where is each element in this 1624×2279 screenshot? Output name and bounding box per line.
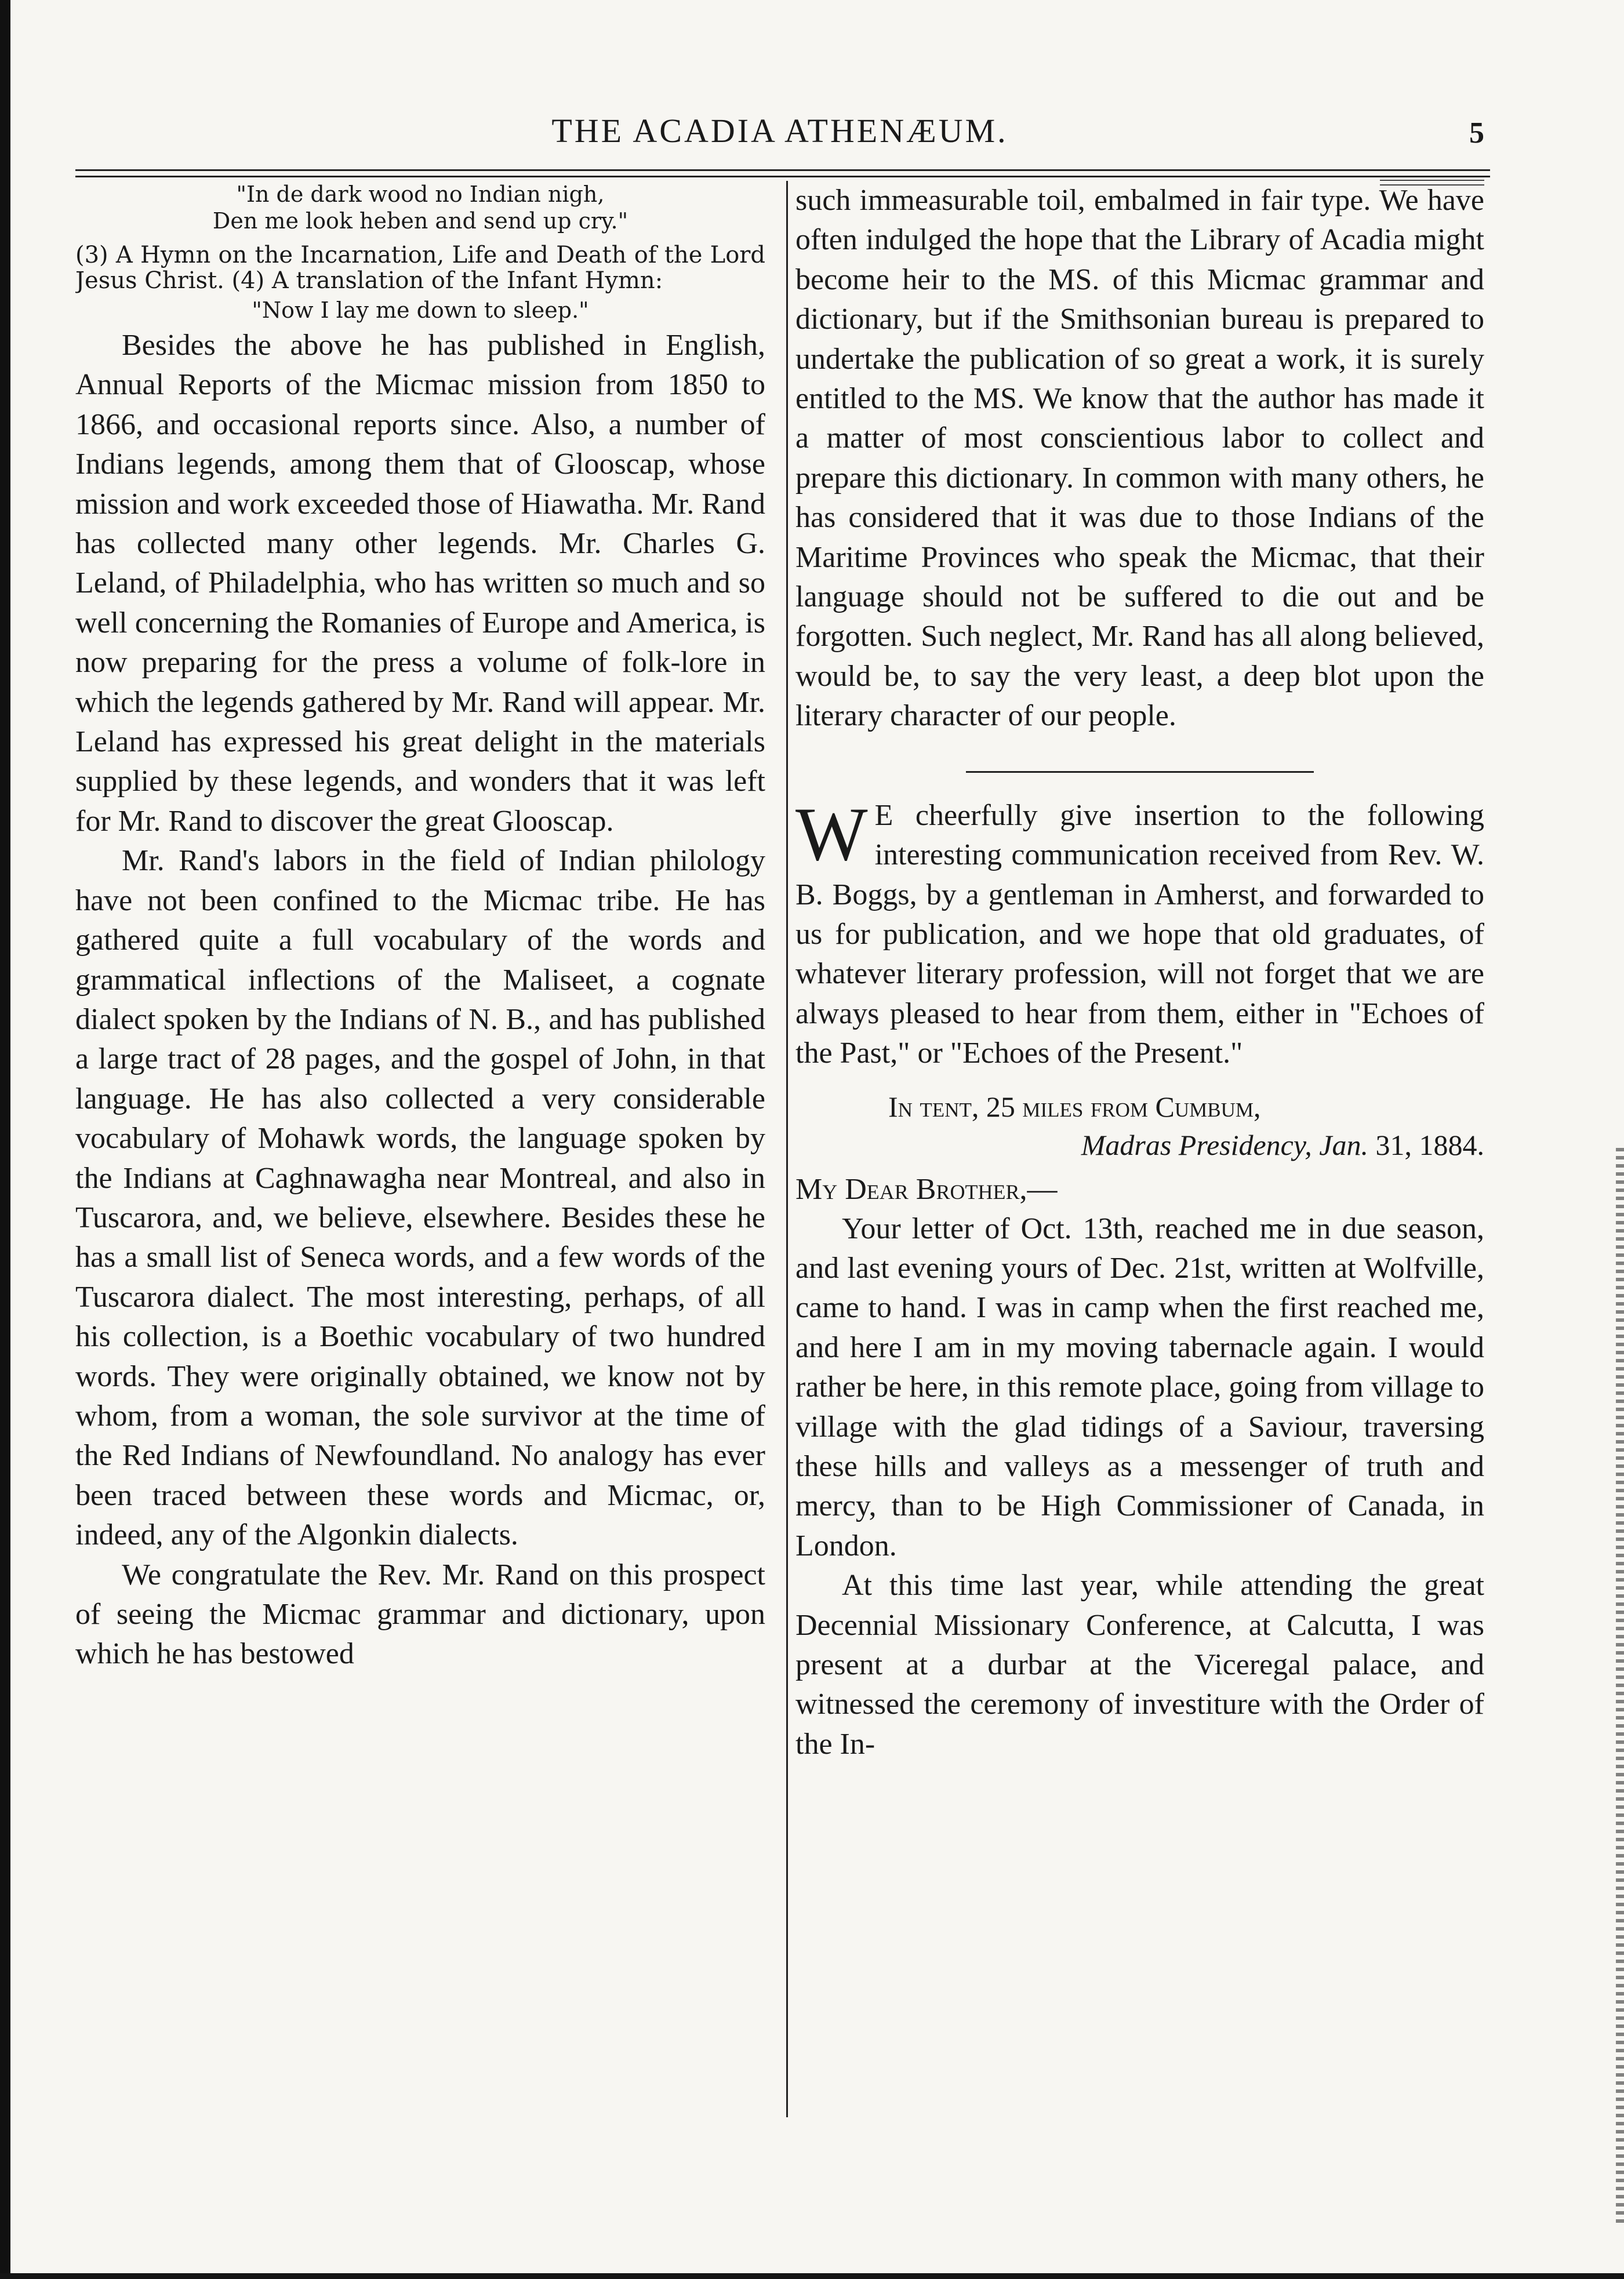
intro-text: E cheerfully give insertion to the following interesting communication received from Rev. W. B. Boggs, by a gentleman in Amherst, and forwarded to us for publication, and we hope that old graduates, of whatever literary profession, will not forget that we are always pleased to hear from them, either in "Echoes of the Past," or "Echoes of the Present." — [795, 798, 1484, 1070]
letter-paragraph: Your letter of Oct. 13th, reached me in due season, and last evening yours of Dec. 21st, written at Wolfville, came to hand. I was in camp when the first reached me, and here I am in my moving tabernacle again. I would rather be here, in this remote place, going from village to village with the glad tidings of a Saviour, traversing these hills and valleys as a messenger of truth and mercy, than to be High Commissioner of Canada, in London. — [795, 1212, 1484, 1562]
hymn-verse: "Now I lay me down to sleep." — [252, 297, 589, 323]
paragraph-congratulate: We congratulate the Rev. Mr. Rand on this prospect of seeing the Micmac grammar and dictionary, upon which he has bestowed — [75, 1558, 765, 1671]
scan-edge-bottom — [0, 2273, 1624, 2279]
dateline-date — [795, 1126, 1484, 1164]
paragraph-publications: Besides the above he has published in English, Annual Reports of the Micmac mission from 1850 to 1866, and occasional reports since. Also, a number of Indians legends, among them that of Glooscap, whose mission and work exceeded those of Hiawatha. Mr. Rand has collected many other legends. Mr. Charles G. Leland, of Philadelphia, who has written so much and so well concerning the Romanies of Europe and America, is now preparing for the press a volume of folk-lore in which the legends gathered by Mr. Rand will appear. Mr. Leland has expressed his great delight in the materials supplied by these legends, and wonders that it was left for Mr. Rand to discover the great Glooscap. — [75, 329, 765, 838]
page-number: 5 — [1469, 117, 1484, 150]
column-divider — [786, 181, 788, 2117]
letter-paragraph: At this time last year, while attending the great Decennial Missionary Conference, at Calcutta, I was present at a durbar at the Viceregal palace, and witnessed the ceremony of investiture with the Order of the In- — [795, 1569, 1484, 1761]
scan-edge-right — [1616, 1148, 1624, 2226]
right-column — [795, 181, 1484, 2140]
dateline-place: Madras Presidency, Jan. — [1081, 1128, 1368, 1161]
verse-line: Den me look heben and send up cry." — [212, 208, 628, 234]
dateline-location: In tent, 25 miles from Cumbum, — [888, 1090, 1261, 1123]
hymn-paragraph: (3) A Hymn on the Incarnation, Life and Death of the Lord Jesus Christ. (4) A translation of the Infant Hymn: — [75, 242, 765, 294]
section-separator — [966, 771, 1314, 773]
verse-line: "In de dark wood no Indian nigh, — [236, 181, 605, 207]
intro-paragraph — [795, 791, 1484, 1074]
paragraph-philology: Mr. Rand's labors in the field of Indian philology have not been confined to the Micmac tribe. He has gathered quite a full vocabulary of the words and grammatical inflections of the Maliseet, a cognate dialect spoken by the Indians of N. B., and has published a large tract of 28 pages, and the gospel of John, in that language. He has also collected a very considerable vocabulary of Mohawk words, the language spoken by the Indians at Caghnawagha near Montreal, and also in Tuscarora, and, we believe, elsewhere. Besides these he has a small list of Seneca words, and a few words of the Tuscarora dialect. The most interesting, perhaps, of all his collection, is a Boethic vocabulary of two hundred words. They were originally obtained, we know not by whom, from a woman, the sole survivor at the time of the Red Indians of Newfoundland. No analogy has ever been traced between these words and Micmac, or, indeed, any of the Algonkin dialects. — [75, 844, 765, 1552]
dateline-day: 31, 1884. — [1368, 1128, 1484, 1161]
drop-cap: W — [795, 791, 868, 877]
page-header — [75, 108, 1484, 166]
header-double-rule — [75, 169, 1490, 177]
left-column — [75, 181, 765, 2140]
letter-salutation: My Dear Brother,— — [795, 1172, 1058, 1206]
running-title: THE ACADIA ATHENÆUM. — [551, 112, 1008, 150]
scan-edge-left — [0, 0, 10, 2279]
paragraph-continued: such immeasurable toil, embalmed in fair type. We have often indulged the hope that the Library of Acadia might become heir to the MS. of this Micmac grammar and dictionary, but if the Smithsonian bureau is prepared to undertake the publication of so great a work, it is surely entitled to the MS. We know that the author has made it a matter of most conscientious labor to collect and prepare this dictionary. In common with many others, he has considered that it was due to those Indians of the Maritime Provinces who speak the Micmac, that their language should not be suffered to die out and be forgotten. Such neglect, Mr. Rand has all along believed, would be, to say the very least, a deep blot upon the literary character of our people. — [795, 184, 1484, 733]
